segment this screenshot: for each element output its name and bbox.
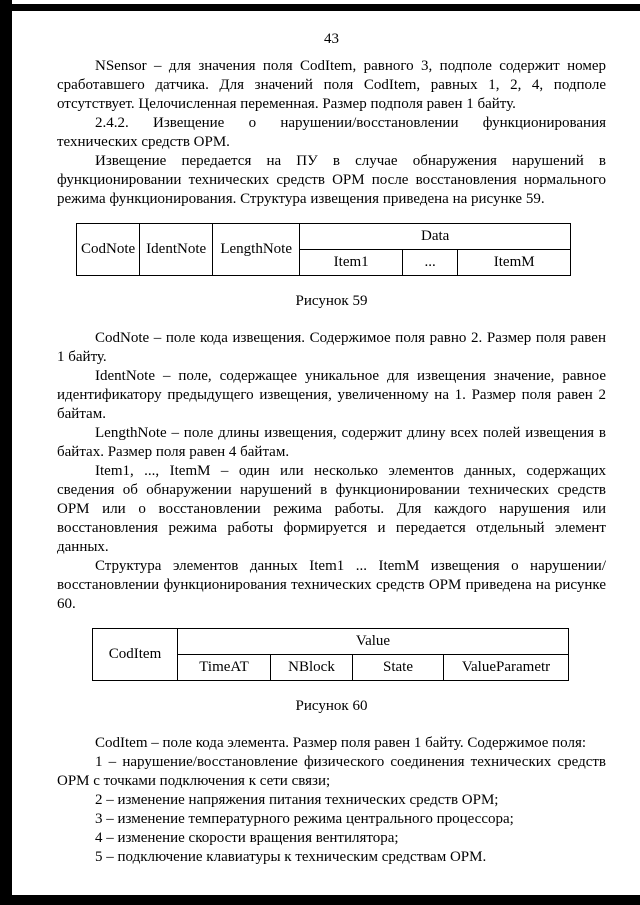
paragraph-nsensor: NSensor – для значения поля CodItem, равного 3, подполе содержит номер сработавшего датчика. Для значений поля CodItem, равных 1, 2, 4, подполе отсутствует. Целочисленная переменная. Размер подполя равен 1 байту. — [57, 58, 606, 112]
figure60-cell-nblock: NBlock — [271, 655, 353, 681]
figure60-caption: Рисунок 60 — [295, 698, 368, 714]
list-item-2: 2 – изменение напряжения питания технических средств ОРМ; — [95, 792, 499, 808]
paragraph-lengthnote: LengthNote – поле длины извещения, содержит длину всех полей извещения в байтах. Размер поля равен 4 байтам. — [57, 425, 606, 460]
paragraph-items: Item1, ..., ItemM – один или несколько элементов данных, содержащих сведения об обнаружении нарушений в функционировании технических средств ОРМ или о восстановлении режима работы. Для каждого нарушения или восстановления режима работы формируется и передается отдельный элемент данных. — [57, 463, 606, 555]
figure60-cell-value: Value — [178, 629, 569, 655]
figure60-table — [92, 628, 569, 681]
list-item-4: 4 – изменение скорости вращения вентилятора; — [95, 830, 399, 846]
scan-border-bottom — [0, 895, 640, 905]
section-heading-2-4-2: 2.4.2. Извещение о нарушении/восстановлении функционирования технических средств ОРМ. — [57, 115, 606, 150]
list-item-1: 1 – нарушение/восстановление физического соединения технических средств ОРМ с точками подключения к сети связи; — [57, 754, 606, 789]
paragraph-coditem: CodItem – поле кода элемента. Размер поля равен 1 байту. Содержимое поля: — [95, 735, 587, 751]
figure59-cell-data: Data — [300, 224, 571, 250]
document-page — [57, 30, 606, 867]
figure59-caption: Рисунок 59 — [295, 293, 368, 309]
paragraph-identnote: IdentNote – поле, содержащее уникальное для извещения значение, равное идентификатору предыдущего извещения, увеличенному на 1. Размер поля равен 2 байтам. — [57, 368, 606, 422]
figure60-cell-state: State — [353, 655, 444, 681]
page-number: 43 — [324, 31, 339, 47]
scan-border-left — [0, 0, 12, 905]
figure59-table — [76, 223, 571, 276]
paragraph-structure: Структура элементов данных Item1 ... ItemM извещения о нарушении/восстановлении функционирования технических средств ОРМ приведена на рисунке 60. — [57, 558, 606, 612]
figure60-cell-timeat: TimeAT — [178, 655, 271, 681]
figure59-cell-itemm: ItemM — [458, 250, 571, 276]
figure59-row-header — [77, 224, 571, 250]
figure59-cell-dots: ... — [403, 250, 458, 276]
figure59-cell-identnote: IdentNote — [140, 224, 213, 276]
paragraph-notice-description: Извещение передается на ПУ в случае обнаружения нарушений в функционировании технических средств ОРМ после восстановления нормального режима функционирования. Структура извещения приведена на рисунке 59. — [57, 153, 606, 207]
figure60-cell-valueparametr: ValueParametr — [444, 655, 569, 681]
list-item-5: 5 – подключение клавиатуры к техническим средствам ОРМ. — [95, 849, 487, 865]
list-item-3: 3 – изменение температурного режима центрального процессора; — [95, 811, 514, 827]
figure59-cell-codnote: CodNote — [77, 224, 140, 276]
figure59-cell-item1: Item1 — [300, 250, 403, 276]
figure60-row-header — [93, 629, 569, 655]
figure59-cell-lengthnote: LengthNote — [213, 224, 300, 276]
figure60-cell-coditem: CodItem — [93, 629, 178, 681]
paragraph-codnote: CodNote – поле кода извещения. Содержимое поля равно 2. Размер поля равен 1 байту. — [57, 330, 606, 365]
scan-border-top — [0, 4, 640, 11]
